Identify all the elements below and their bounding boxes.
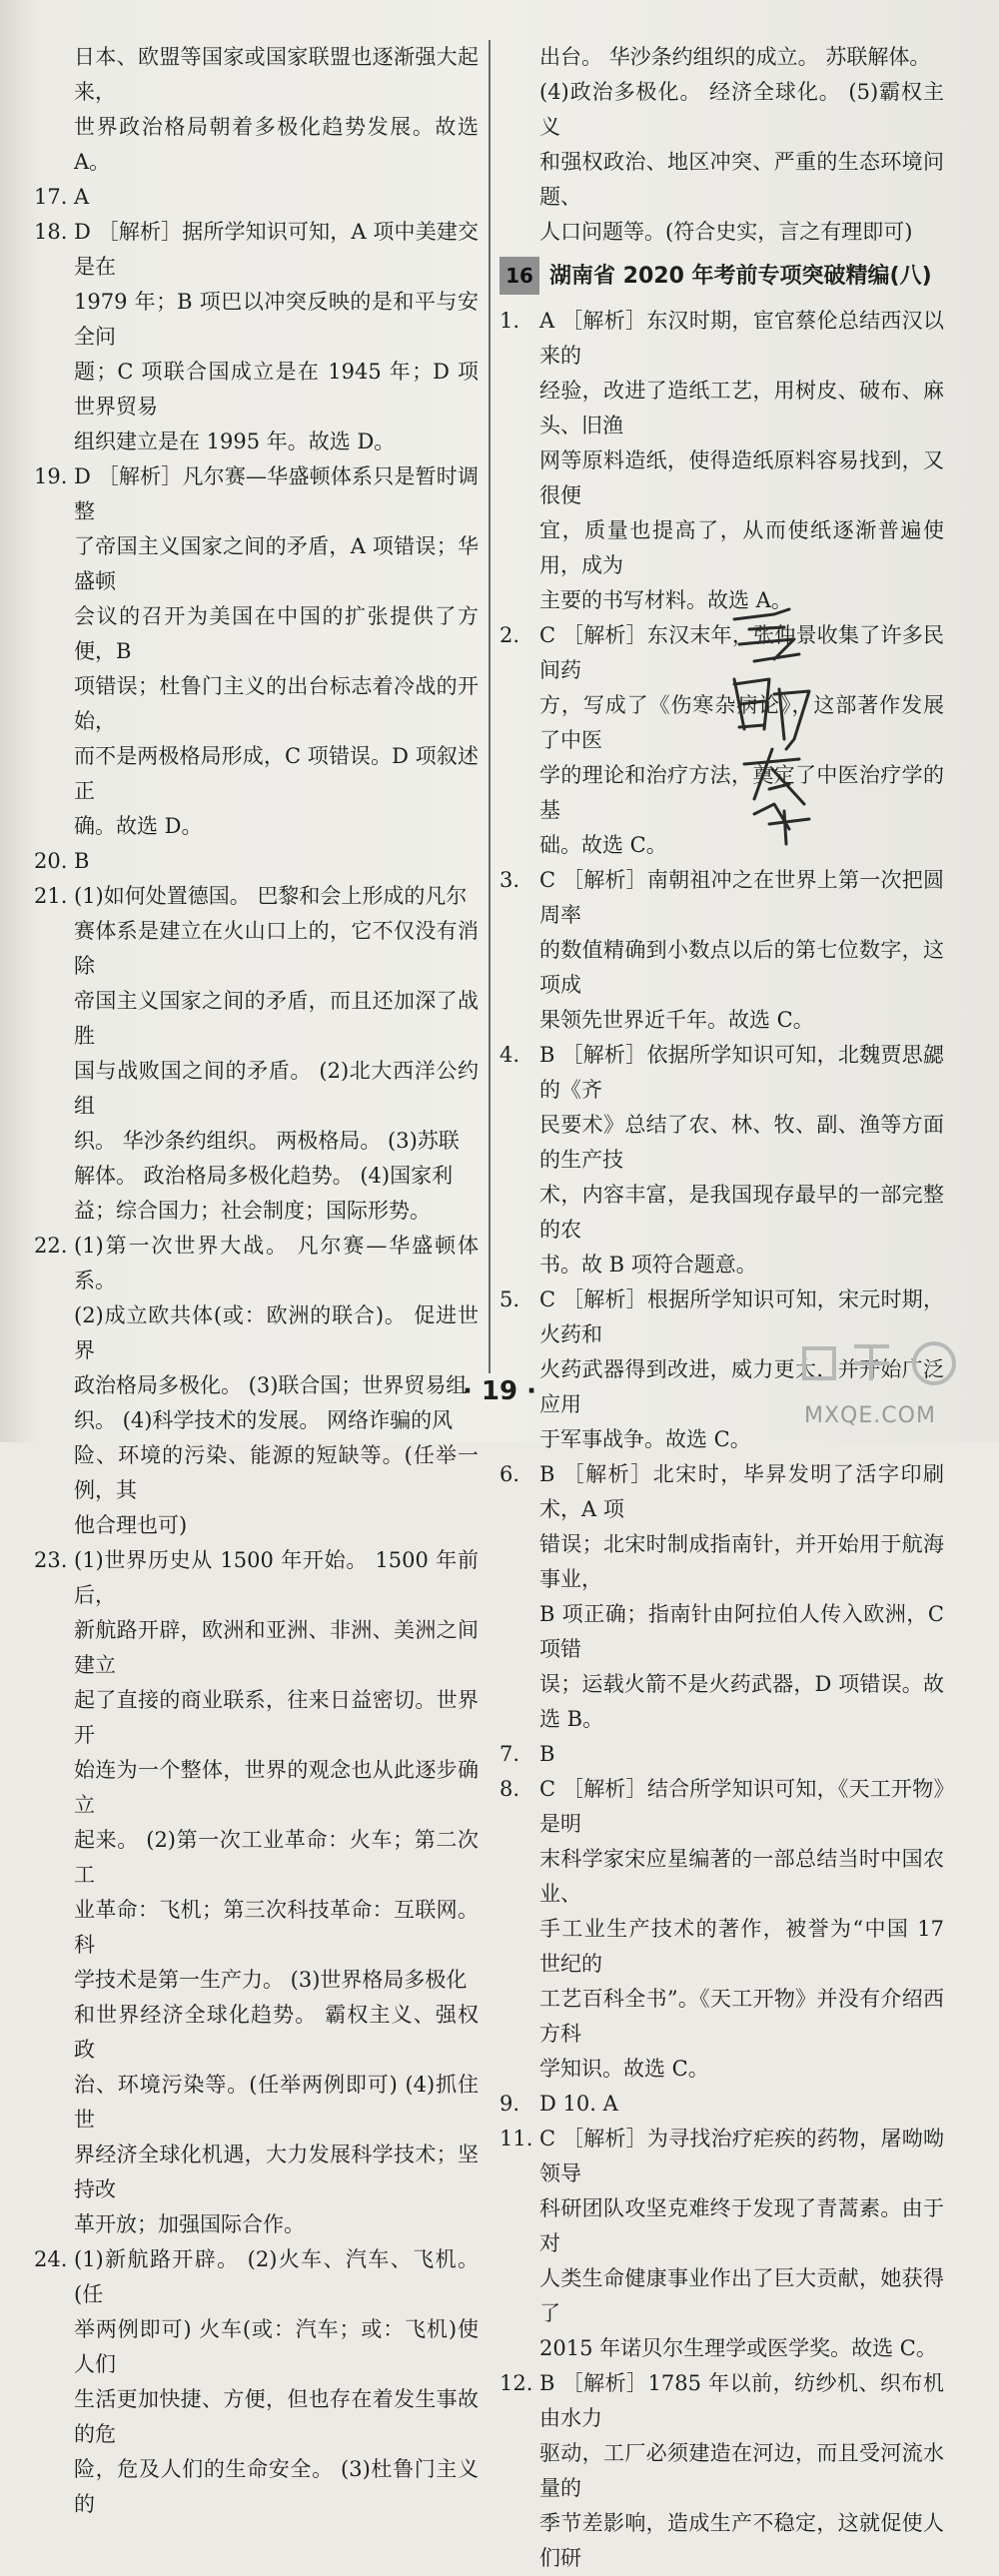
answer-number: 7. — [500, 1742, 520, 1766]
continued-line: 人口问题等。(符合史实，言之有理即可) — [539, 220, 913, 244]
answer-line: 赛体系是建立在火山口上的，它不仅没有消除 — [74, 919, 479, 978]
answer-line: 2015 年诺贝尔生理学或医学奖。故选 C。 — [539, 2336, 937, 2360]
answer-number: 6. — [500, 1462, 520, 1486]
answer-item — [500, 1737, 944, 1772]
answer-number: 21. — [34, 884, 68, 908]
continued-line: 和强权政治、地区冲突、严重的生态环境问题、 — [539, 150, 944, 209]
answer-line: 火药武器得到改进，威力更大，并开始广泛应用 — [539, 1357, 944, 1416]
answer-number: 18. — [34, 220, 68, 244]
answer-line: D ［解析］凡尔赛—华盛顿体系只是暂时调整 — [74, 464, 479, 523]
answer-body — [74, 215, 479, 459]
right-column — [500, 40, 944, 2576]
answer-body — [74, 459, 479, 844]
answer-line: 1979 年；B 项巴以冲突反映的是和平与安全问 — [74, 290, 479, 349]
answer-line: 季节差影响，造成生产不稳定，这就促使人们研 — [539, 2511, 944, 2570]
answer-number: 2. — [500, 623, 520, 647]
answer-line: D 10. A — [539, 2092, 618, 2116]
answer-line: 学的理论和治疗方法，奠定了中医治疗学的基 — [539, 763, 944, 822]
answer-line: C ［解析］东汉末年，张仲景收集了许多民间药 — [539, 623, 944, 682]
answer-body — [74, 180, 479, 215]
answer-line: 解体。 政治格局多极化趋势。 (4)国家利 — [74, 1164, 454, 1188]
answer-line: 工艺百科全书”。《天工开物》并没有介绍西方科 — [539, 1987, 944, 2046]
answer-number: 11. — [500, 2127, 533, 2150]
answer-line: (1)如何处置德国。 巴黎和会上形成的凡尔 — [74, 884, 468, 908]
answer-line: 术，内容丰富，是我国现存最早的一部完整的农 — [539, 1183, 944, 1242]
answer-body — [539, 1772, 944, 2087]
answer-number: 4. — [500, 1043, 520, 1067]
answer-line: B 项正确；指南针由阿拉伯人传入欧洲，C 项错 — [539, 1602, 944, 1661]
answer-line: C ［解析］结合所学知识可知，《天工开物》是明 — [539, 1777, 944, 1836]
answer-line: C ［解析］南朝祖冲之在世界上第一次把圆周率 — [539, 868, 944, 927]
answer-item — [34, 180, 479, 215]
answer-body — [74, 2242, 479, 2522]
answer-body — [539, 2122, 944, 2366]
answer-line: A ［解析］东汉时期，宦官蔡伦总结西汉以来的 — [539, 309, 944, 368]
answer-line: 错误；北宋时制成指南针，并开始用于航海事业， — [539, 1532, 944, 1591]
answer-line: 举两例即可) 火车(或：汽车；或：飞机)使人们 — [74, 2317, 479, 2376]
answer-item — [34, 459, 479, 844]
answer-line: 织。 华沙条约组织。 两极格局。 (3)苏联 — [74, 1129, 460, 1153]
answer-item — [500, 2366, 944, 2576]
answer-line: 帝国主义国家之间的矛盾，而且还加深了战胜 — [74, 989, 479, 1048]
section-header — [500, 254, 944, 298]
answer-line: 驱动，工厂必须建造在河边，而且受河流水量的 — [539, 2441, 944, 2500]
answer-line: 了帝国主义国家之间的矛盾，A 项错误；华盛顿 — [74, 534, 479, 593]
answer-line: B ［解析］依据所学知识可知，北魏贾思勰的《齐 — [539, 1043, 944, 1102]
answer-line: 险，危及人们的生命安全。 (3)杜鲁门主义的 — [74, 2457, 479, 2516]
answer-body — [539, 2087, 944, 2122]
answer-line: 人类生命健康事业作出了巨大贡献，她获得了 — [539, 2266, 944, 2325]
watermark-text: MXQE.COM — [804, 1403, 936, 1428]
answer-number: 9. — [500, 2092, 520, 2116]
answer-line: 误；运载火箭不是火药武器，D 项错误。故选 B。 — [539, 1672, 944, 1731]
answer-line: 经验，改进了造纸工艺，用树皮、破布、麻头、旧渔 — [539, 379, 944, 437]
answer-line: 险、环境的污染、能源的短缺等。(任举一例，其 — [74, 1443, 479, 1502]
answer-number: 22. — [34, 1234, 68, 1258]
answer-body — [74, 844, 479, 879]
answer-number: 24. — [34, 2247, 68, 2271]
answer-line: B — [539, 1742, 555, 1766]
answer-item — [500, 2087, 944, 2122]
answer-line: (1)新航路开辟。 (2)火车、汽车、飞机。(任 — [74, 2247, 479, 2306]
answer-body — [539, 1038, 944, 1283]
answer-number: 23. — [34, 1548, 68, 1572]
answer-line: 础。故选 C。 — [539, 833, 667, 857]
answer-line: 业革命：飞机；第三次科技革命：互联网。 科 — [74, 1898, 479, 1957]
answer-number: 12. — [500, 2371, 533, 2395]
answer-line: 方，写成了《伤寒杂病论》，这部著作发展了中医 — [539, 693, 944, 752]
answer-line: 生活更加快捷、方便，但也存在着发生事故的危 — [74, 2387, 479, 2446]
answer-line: 界经济全球化机遇，大力发展科学技术；坚持改 — [74, 2143, 479, 2201]
answer-line: 于军事战争。故选 C。 — [539, 1427, 751, 1451]
section-number-badge: 16 — [500, 257, 539, 295]
answer-line: 网等原料造纸，使得造纸原料容易找到，又很便 — [539, 448, 944, 507]
answer-number: 3. — [500, 868, 520, 892]
answer-line: 而不是两极格局形成，C 项错误。D 项叙述正 — [74, 744, 479, 803]
answer-line: 起了直接的商业联系，往来日益密切。世界开 — [74, 1688, 479, 1747]
answer-body — [539, 1737, 944, 1772]
answer-body — [539, 304, 944, 618]
answer-number: 17. — [34, 185, 68, 209]
answer-number: 5. — [500, 1288, 520, 1311]
answer-line: 学技术是第一生产力。 (3)世界格局多极化 — [74, 1968, 468, 1992]
answer-item — [34, 1543, 479, 2242]
page-number: · 19 · — [462, 1376, 537, 1406]
answer-line: 革开放；加强国际合作。 — [74, 2212, 305, 2236]
answer-number: 8. — [500, 1777, 520, 1801]
answer-line: 果领先世界近千年。故选 C。 — [539, 1008, 814, 1032]
answer-line: 益；综合国力；社会制度；国际形势。 — [74, 1199, 431, 1223]
answer-item — [34, 844, 479, 879]
continued-line: 日本、欧盟等国家或国家联盟也逐渐强大起来， — [74, 45, 479, 104]
answer-line: B ［解析］1785 年以前，纺纱机、织布机由水力 — [539, 2371, 944, 2430]
answer-line: B ［解析］北宋时，毕昇发明了活字印刷术，A 项 — [539, 1462, 944, 1521]
handwriting-scribble — [714, 599, 824, 849]
answer-item — [500, 304, 944, 618]
continued-line: 出台。 华沙条约组织的成立。 苏联解体。 — [539, 45, 931, 69]
answer-line: C ［解析］根据所学知识可知，宋元时期，火药和 — [539, 1288, 944, 1346]
continued-line: 世界政治格局朝着多极化趋势发展。故选 A。 — [74, 115, 479, 174]
answer-item — [500, 1772, 944, 2087]
answer-item — [500, 1038, 944, 1283]
answer-line: 题；C 项联合国成立是在 1945 年；D 项世界贸易 — [74, 360, 479, 419]
answer-line: 书。故 B 项符合题意。 — [539, 1253, 757, 1277]
answer-body — [74, 1543, 479, 2242]
answer-item — [34, 2242, 479, 2522]
answer-body — [539, 863, 944, 1038]
answer-number: 20. — [34, 849, 68, 873]
answer-line: (1)第一次世界大战。 凡尔赛—华盛顿体系。 — [74, 1234, 479, 1292]
answer-item — [500, 863, 944, 1038]
answer-line: 始连为一个整体，世界的观念也从此逐步确立 — [74, 1758, 479, 1817]
answer-line: 治、环境污染等。(任举两例即可) (4)抓住世 — [74, 2073, 479, 2132]
answer-line: 织。 (4)科学技术的发展。 网络诈骗的风 — [74, 1408, 454, 1432]
answer-line: 他合理也可) — [74, 1513, 188, 1537]
answer-line: (1)世界历史从 1500 年开始。 1500 年前后， — [74, 1548, 479, 1607]
answer-line: D ［解析］据所学知识可知，A 项中美建交是在 — [74, 220, 479, 279]
answer-line: 政治格局多极化。 (3)联合国；世界贸易组 — [74, 1373, 468, 1397]
answer-line: 手工业生产技术的著作，被誉为“中国 17 世纪的 — [539, 1917, 944, 1976]
answer-line: 的数值精确到小数点以后的第七位数字，这项成 — [539, 938, 944, 997]
answer-line: 宜，质量也提高了，从而使纸逐渐普遍使用，成为 — [539, 518, 944, 577]
answer-number: 1. — [500, 309, 520, 333]
answer-line: 科研团队攻坚克难终于发现了青蒿素。由于对 — [539, 2196, 944, 2255]
answer-item — [34, 879, 479, 1229]
answer-body — [539, 1457, 944, 1737]
answer-line: 组织建立是在 1995 年。故选 D。 — [74, 429, 396, 453]
answer-line: 项错误；杜鲁门主义的出台标志着冷战的开始， — [74, 674, 479, 733]
answer-body — [74, 879, 479, 1229]
section-title: 湖南省 2020 年考前专项突破精编(八) — [549, 263, 932, 289]
answer-line: C ［解析］为寻找治疗疟疾的药物，屠呦呦领导 — [539, 2127, 944, 2185]
answer-line: (2)成立欧共体(或：欧洲的联合)。 促进世界 — [74, 1303, 479, 1362]
continued-line: (4)政治多极化。 经济全球化。 (5)霸权主义 — [539, 80, 944, 139]
answer-item — [34, 215, 479, 459]
answer-line: 民要术》总结了农、林、牧、副、渔等方面的生产技 — [539, 1113, 944, 1172]
answer-line: 学知识。故选 C。 — [539, 2057, 709, 2081]
answer-number: 19. — [34, 464, 68, 488]
answer-line: A — [74, 185, 90, 209]
answer-line: 国与战败国之间的矛盾。 (2)北大西洋公约组 — [74, 1059, 479, 1118]
column-divider — [489, 40, 491, 1373]
left-column — [34, 40, 479, 2522]
answer-line: 和世界经济全球化趋势。 霸权主义、强权政 — [74, 2003, 479, 2062]
answer-line: B — [74, 849, 90, 873]
answer-line: 确。故选 D。 — [74, 814, 203, 838]
answer-item — [500, 1457, 944, 1737]
answer-line: 会议的召开为美国在中国的扩张提供了方便，B — [74, 604, 479, 663]
answer-line: 末科学家宋应星编著的一部总结当时中国农业、 — [539, 1847, 944, 1906]
answer-line: 起来。 (2)第一次工业革命：火车；第二次工 — [74, 1828, 479, 1887]
answer-item — [500, 2122, 944, 2366]
answer-body — [539, 2366, 944, 2576]
answer-line: 新航路开辟，欧洲和亚洲、非洲、美洲之间建立 — [74, 1618, 479, 1677]
answer-line: 主要的书写材料。故选 A。 — [539, 588, 792, 612]
